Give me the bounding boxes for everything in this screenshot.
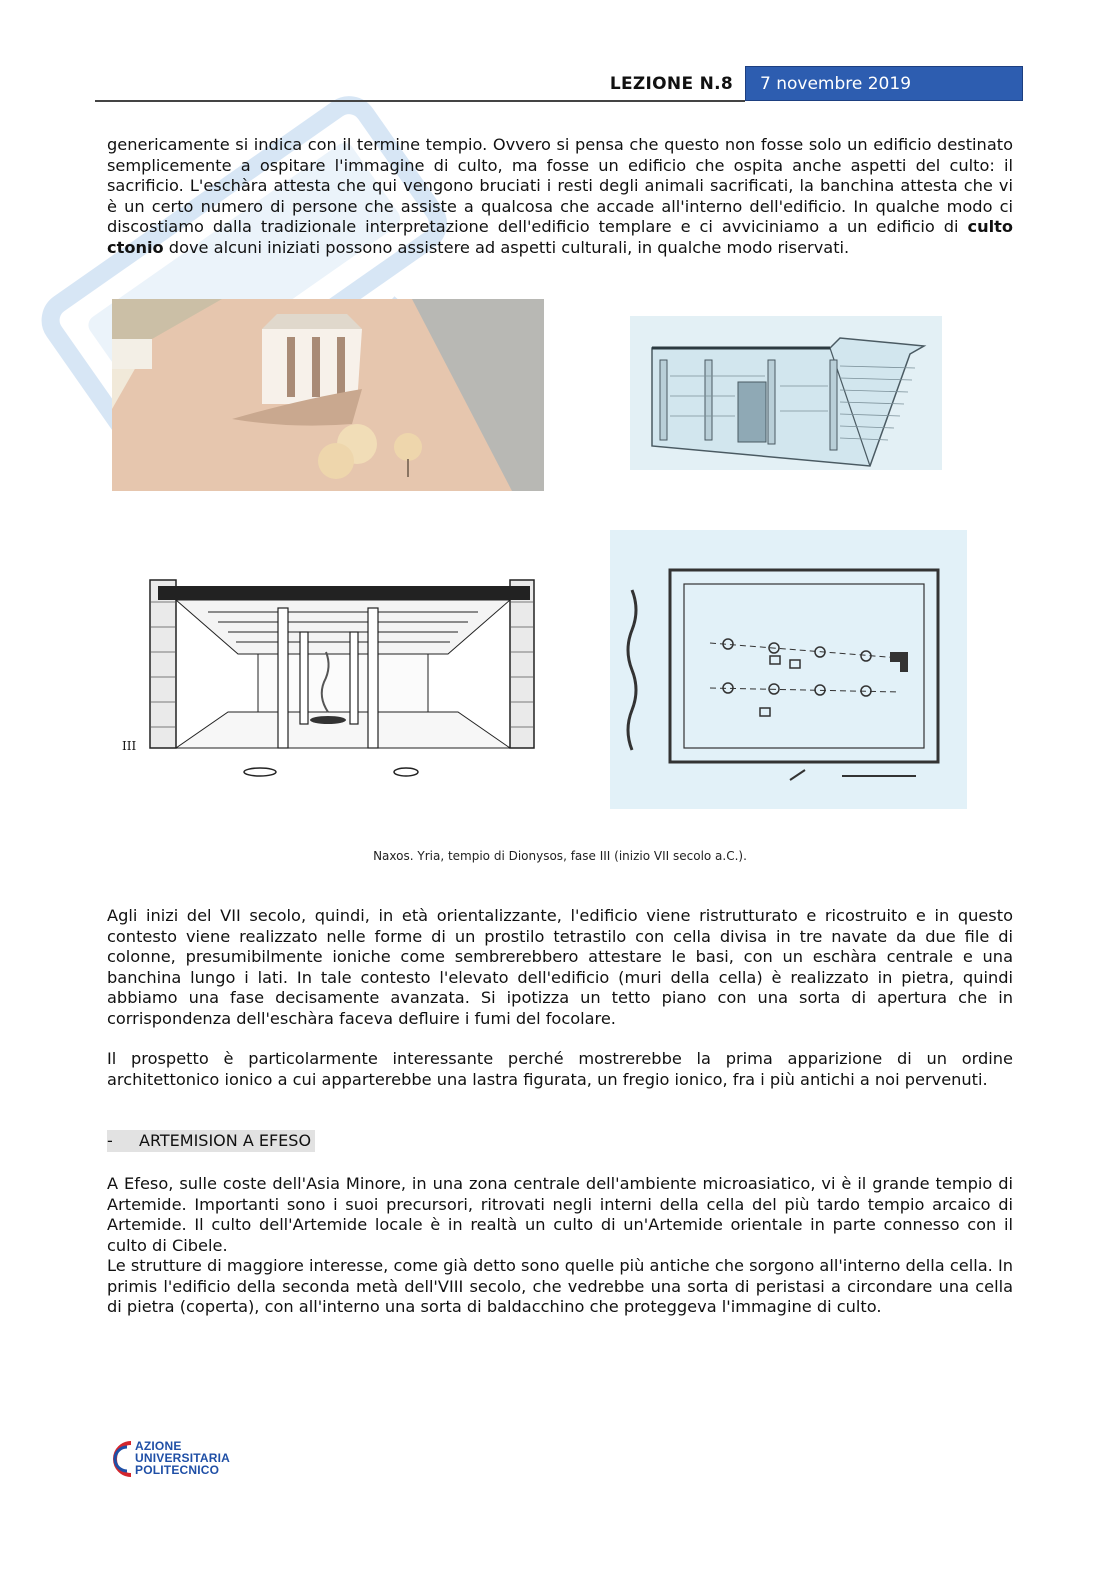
section-heading-text: ARTEMISION A EFESO bbox=[139, 1131, 312, 1150]
section-heading-dash: - bbox=[107, 1131, 113, 1150]
figure-section-drawing bbox=[118, 572, 538, 782]
logo-line-1: AZIONE bbox=[135, 1439, 182, 1453]
paragraph-intro-text-a: genericamente si indica con il termine tempio. Ovvero si pensa che questo non fosse solo un edificio destinato semplicemente a ospitare l'immagine di culto, ma fosse un edificio che ospita anche aspetti del culto: il sacrificio. L'eschàra attesta che qui vengono bruciati i resti degli animali sacrificati, la banchina attesta che vi è un certo numero di persone che assiste a qualcosa che accade all'interno dell'edificio. In qualche modo ci discostiamo dalla tradizionale interpretazione dell'edificio templare e ci avviciniamo a un edificio di bbox=[107, 135, 1013, 236]
lesson-number: LEZIONE N.8 bbox=[609, 74, 733, 94]
logo-line-3: POLITECNICO bbox=[135, 1463, 220, 1477]
paragraph-structures: Le strutture di maggiore interesse, come già detto sono quelle più antiche che sorgono all'interno della cella. In primis l'edificio della seconda metà dell'VIII secolo, che vedrebbe una sorta di peristasi a circondare una cella di pietra (coperta), con all'interno una sorta di baldacchino che proteggeva l'immagine di culto. bbox=[107, 1256, 1013, 1316]
figure-model-photo bbox=[112, 299, 544, 491]
logo-text bbox=[135, 1440, 230, 1476]
lesson-date: 7 novembre 2019 bbox=[745, 66, 1023, 101]
paragraph-intro-bold: culto ctonio bbox=[107, 217, 1013, 257]
paragraph-efeso: A Efeso, sulle coste dell'Asia Minore, in una zona centrale dell'ambiente microasiatico, vi è il grande tempio di Artemide. Importanti sono i suoi precursori, ritrovati negli interni della cella del più tardo tempio arcaico di Artemide. Il culto dell'Artemide locale è in realtà un culto di un'Artemide orientale in parte connesso con il culto di Cibele. bbox=[107, 1174, 1013, 1255]
paragraph-intro-text-b: dove alcuni iniziati possono assistere ad aspetti culturali, in qualche modo riservati. bbox=[163, 237, 850, 257]
logo-line-2: UNIVERSITARIA bbox=[135, 1451, 231, 1465]
page-header bbox=[95, 66, 1023, 104]
footer-logo bbox=[113, 1437, 253, 1481]
figure-elevation-drawing bbox=[630, 316, 942, 470]
header-rule bbox=[95, 100, 745, 102]
figure-plan-drawing bbox=[610, 530, 967, 809]
logo-swoosh-icon bbox=[113, 1439, 135, 1479]
paragraph-orientalizing: Agli inizi del VII secolo, quindi, in età orientalizzante, l'edificio viene ristrutturato e ricostruito e in questo contesto viene realizzato nelle forme di un prostilo tetrastilo con cella divisa in tre navate da due file di colonne, presumibilmente ioniche come sembrerebbero attestare le basi, con un eschàra centrale e una banchina lungo i lati. In tale contesto l'elevato dell'edificio (muri della cella) è realizzato in pietra, quindi abbiamo una fase decisamente avanzata. Si ipotizza un tetto piano con una sorta di apertura che in corrispondenza dell'eschàra faceva defluire i fumi del focolare. bbox=[107, 906, 1013, 1028]
paragraph-intro bbox=[107, 135, 1013, 258]
section-heading-artemision bbox=[107, 1130, 315, 1152]
figure-caption: Naxos. Yria, tempio di Dionysos, fase III (inizio VII secolo a.C.). bbox=[373, 849, 747, 863]
paragraph-prospect: Il prospetto è particolarmente interessante perché mostrerebbe la prima apparizione di un ordine architettonico ionico a cui apparterebbe una lastra figurata, un fregio ionico, fra i più antichi a noi pervenuti. bbox=[107, 1049, 1013, 1089]
section-label: III bbox=[122, 739, 137, 753]
